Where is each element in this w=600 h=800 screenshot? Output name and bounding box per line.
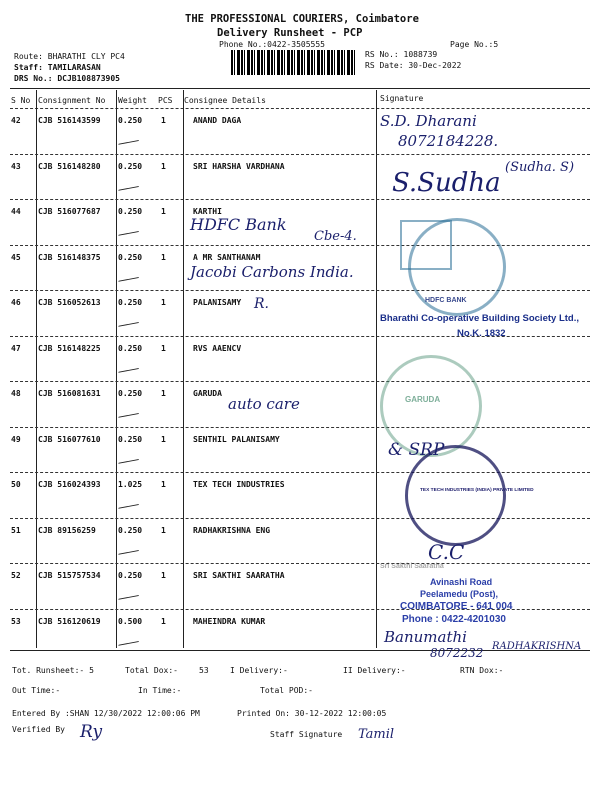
row-pcs: 1 [161, 252, 166, 262]
row-sno: 43 [11, 161, 21, 171]
sakthi-stamp-line1: Sri Sakthi Saaratha [380, 563, 444, 570]
verified-by-sign: Ry [80, 722, 103, 742]
column-divider [376, 90, 377, 648]
row-consignment: CJB 516052613 [38, 298, 101, 307]
row-sno: 49 [11, 434, 21, 444]
row-consignee: SRI HARSHA VARDHANA [193, 161, 285, 171]
garuda-stamp-text: GARUDA [405, 395, 441, 404]
handwriting-r43-sign: S.Sudha [392, 168, 501, 198]
return-dox: RTN Dox:- [460, 666, 504, 675]
row-weight: 0.250 [118, 161, 143, 171]
row-pcs: 1 [161, 525, 166, 535]
row-consignment: CJB 516120619 [38, 616, 101, 626]
row-weight: 1.025 [118, 480, 143, 489]
row-consignee: MAHEINDRA KUMAR [193, 616, 266, 626]
total-dox-label: Total Dox:- [125, 666, 178, 675]
handwriting-r42-phone: 8072184228. [398, 132, 499, 150]
total-runsheet: Tot. Runsheet:- 5 [12, 666, 94, 675]
row-consignment: CJB 516077610 [38, 434, 101, 444]
document-subtitle: Delivery Runsheet - PCP [217, 27, 363, 39]
row-sno: 53 [11, 616, 21, 626]
row-tick-mark [118, 631, 143, 646]
textech-stamp [405, 445, 506, 546]
handwriting-r53-company: RADHAKRISHNA [492, 641, 582, 652]
column-divider [36, 90, 37, 648]
row-pcs: 1 [161, 434, 166, 444]
col-header-consignment: Consignment No [38, 96, 106, 105]
row-tick-mark [118, 494, 143, 509]
row-consignment: CJB 89156259 [38, 525, 96, 535]
row-weight: 0.500 [118, 616, 143, 626]
in-time: In Time:- [138, 686, 182, 695]
total-pod: Total POD:- [260, 686, 313, 695]
sakthi-stamp-line3: Peelamedu (Post), [420, 589, 499, 599]
row-tick-mark [118, 130, 143, 145]
row-pcs: 1 [161, 571, 166, 580]
row-sno: 42 [11, 116, 21, 125]
row-weight: 0.250 [118, 343, 143, 353]
row-consignee: RVS AAENCV [193, 343, 242, 353]
row-consignment: CJB 516024393 [38, 480, 101, 489]
handwriting-r44-bank: HDFC Bank [190, 215, 287, 234]
handwriting-r51-sign: C.C [428, 540, 465, 564]
row-divider [10, 381, 590, 382]
row-sno: 44 [11, 207, 21, 216]
sakthi-stamp-line5: Phone : 0422-4201030 [402, 614, 506, 625]
row-sno: 48 [11, 389, 21, 398]
row-consignee: ANAND DAGA [193, 116, 242, 125]
handwriting-r53-number: 8072232 [430, 646, 484, 660]
textech-stamp-text: TEX TECH INDUSTRIES (INDIA) PRIVATE LIMITED [420, 488, 534, 493]
row-tick-mark [118, 403, 143, 418]
handwriting-r53-name: Banumathi [384, 628, 467, 646]
col-header-signature: Signature [380, 94, 424, 103]
company-name: THE PROFESSIONAL COURIERS, Coimbatore [185, 13, 419, 25]
row-weight: 0.250 [118, 298, 143, 307]
row-consignment: CJB 516143599 [38, 116, 101, 125]
table-top-rule [10, 88, 590, 89]
rs-date: RS Date: 30-Dec-2022 [365, 61, 462, 70]
column-divider [183, 90, 184, 648]
row-sno: 46 [11, 298, 21, 307]
staff-name: Staff: TAMILARASAN [14, 63, 101, 72]
row-pcs: 1 [161, 298, 166, 307]
entered-by: Entered By :SHAN 12/30/2022 12:00:06 PM [12, 709, 200, 718]
rs-number: RS No.: 1088739 [365, 50, 438, 59]
row-weight: 0.250 [118, 525, 143, 535]
row-weight: 0.250 [118, 571, 143, 580]
row-pcs: 1 [161, 616, 166, 626]
row-tick-mark [118, 449, 143, 464]
row-weight: 0.250 [118, 252, 143, 262]
second-delivery: II Delivery:- [343, 666, 406, 675]
row-divider [10, 472, 590, 473]
table-header-rule [10, 108, 590, 109]
society-stamp-line1: Bharathi Co-operative Building Society Ltd., [380, 313, 579, 324]
row-consignment: CJB 516148225 [38, 343, 101, 353]
row-divider [10, 290, 590, 291]
hdfc-stamp-text: HDFC BANK [425, 297, 467, 304]
handwriting-r44-branch: Cbe-4. [314, 229, 357, 244]
row-consignee: KARTHI [193, 207, 222, 216]
row-consignee: A MR SANTHANAM [193, 252, 261, 262]
row-consignment: CJB 516077687 [38, 207, 101, 216]
handwriting-r45-company: Jacobi Carbons India. [190, 263, 354, 281]
out-time: Out Time:- [12, 686, 61, 695]
staff-signature-label: Staff Signature [270, 730, 343, 739]
row-tick-mark [118, 312, 143, 327]
total-dox-value: 53 [199, 666, 209, 675]
row-consignee: PALANISAMY [193, 298, 242, 307]
col-header-sno: S No [11, 96, 31, 105]
handwriting-r49-sign: & SRP [388, 440, 445, 460]
row-tick-mark [118, 176, 143, 191]
row-tick-mark [118, 585, 143, 600]
row-sno: 52 [11, 571, 21, 580]
row-tick-mark [118, 540, 143, 555]
row-weight: 0.250 [118, 389, 143, 398]
row-divider [10, 563, 590, 564]
row-divider [10, 427, 590, 428]
phone-number: Phone No.:0422-3505555 [219, 40, 325, 49]
row-consignee: SENTHIL PALANISAMY [193, 434, 280, 444]
row-consignee: GARUDA [193, 389, 222, 398]
row-sno: 47 [11, 343, 21, 353]
hdfc-logo-stamp [400, 220, 452, 270]
row-consignment: CJB 516148375 [38, 252, 101, 262]
row-consignee: SRI SAKTHI SAARATHA [193, 571, 285, 580]
barcode-image [231, 50, 356, 75]
row-pcs: 1 [161, 161, 166, 171]
handwriting-r48-note: auto care [228, 395, 300, 413]
handwriting-r42-name: S.D. Dharani [380, 112, 477, 130]
row-tick-mark [118, 358, 143, 373]
staff-signature-sign: Tamil [358, 727, 395, 742]
col-header-weight: Weight [118, 96, 147, 105]
row-divider [10, 245, 590, 246]
row-consignment: CJB 515757534 [38, 571, 101, 580]
row-pcs: 1 [161, 343, 166, 353]
row-weight: 0.250 [118, 434, 143, 444]
row-pcs: 1 [161, 207, 166, 216]
row-divider [10, 199, 590, 200]
row-consignment: CJB 516148280 [38, 161, 101, 171]
route: Route: BHARATHI CLY PC4 [14, 52, 125, 61]
row-weight: 0.250 [118, 207, 143, 216]
row-sno: 45 [11, 252, 21, 262]
society-stamp-line2: No.K. 1832 [457, 328, 506, 339]
drs-number: DRS No.: DCJB108873905 [14, 74, 120, 83]
verified-by-label: Verified By [12, 725, 65, 734]
handwriting-r46-initial: R. [254, 296, 269, 312]
handwriting-r43-name: (Sudha. S) [505, 160, 575, 175]
col-header-pcs: PCS [158, 96, 173, 105]
page-number: Page No.:5 [450, 40, 499, 49]
row-consignee: RADHAKRISHNA ENG [193, 525, 271, 535]
sakthi-stamp-line2: Avinashi Road [430, 577, 493, 587]
first-delivery: I Delivery:- [230, 666, 288, 675]
row-tick-mark [118, 267, 143, 282]
row-consignee: TEX TECH INDUSTRIES [193, 480, 285, 489]
row-weight: 0.250 [118, 116, 143, 125]
row-sno: 51 [11, 525, 21, 535]
row-divider [10, 154, 590, 155]
column-divider [116, 90, 117, 648]
row-tick-mark [118, 221, 143, 236]
sakthi-stamp-line4: COIMBATORE - 641 004 [400, 601, 513, 612]
printed-on: Printed On: 30-12-2022 12:00:05 [237, 709, 387, 718]
row-pcs: 1 [161, 116, 166, 125]
row-sno: 50 [11, 480, 21, 489]
row-divider [10, 518, 590, 519]
col-header-consignee: Consignee Details [184, 96, 266, 105]
row-pcs: 1 [161, 480, 166, 489]
row-pcs: 1 [161, 389, 166, 398]
row-consignment: CJB 516081631 [38, 389, 101, 398]
